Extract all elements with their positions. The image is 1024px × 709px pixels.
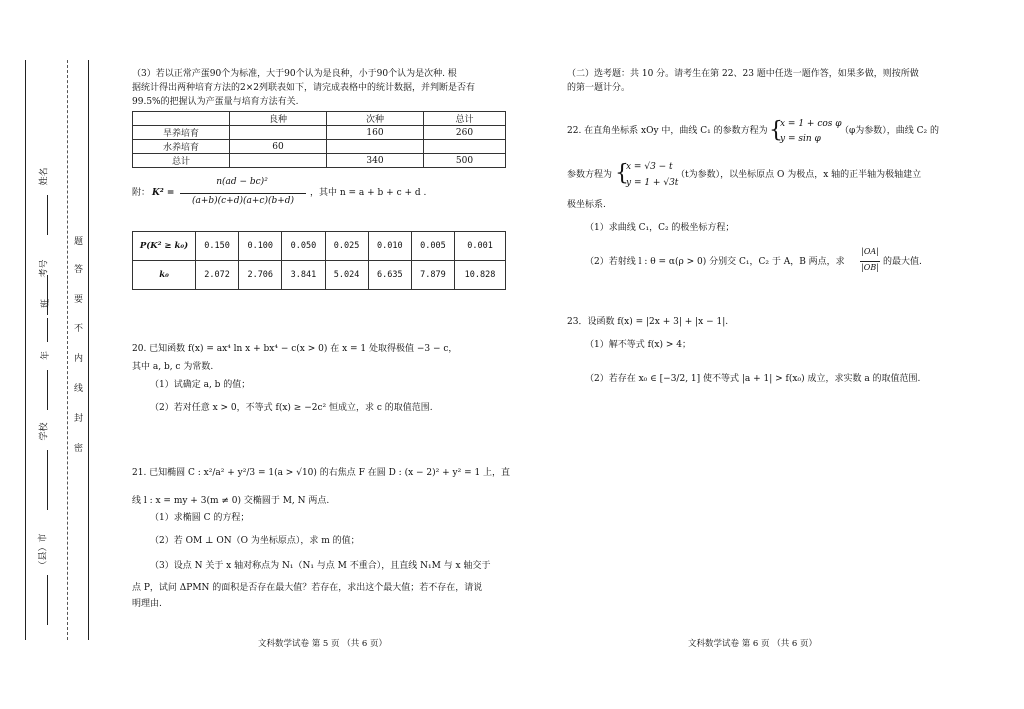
table-cell: 良种 [230, 112, 327, 126]
critical-value-table [132, 231, 506, 290]
table-row [133, 140, 506, 154]
table-cell: 340 [327, 154, 424, 168]
table-cell: 0.100 [239, 232, 282, 261]
table-cell: 0.150 [196, 232, 239, 261]
exam-no-label: 考号 [39, 259, 50, 278]
seal-char: 线 [74, 384, 84, 394]
table-cell: 0.001 [455, 232, 506, 261]
table-cell: 160 [327, 126, 424, 140]
table-cell: 5.024 [325, 261, 368, 290]
q23-line1: 23．设函数 f(x) = |2x + 3| + |x − 1|. [567, 317, 729, 327]
formula-suffix: ，其中 n = a + b + c + d . [310, 188, 427, 198]
table-cell: P(K² ≥ k₀) [133, 232, 196, 261]
left-brace: { [769, 118, 783, 143]
seal-char: 密 [74, 444, 84, 454]
q21-part1: （1）求椭圆 C 的方程； [150, 513, 250, 523]
contingency-table [132, 111, 506, 168]
q21-line1: 21. 已知椭圆 C : x²/a² + y²/3 = 1(a > √10) 的右焦点 F 在圆 D : (x − 2)² + y² = 1 上，直 [132, 468, 511, 478]
q22-line3: 极坐标系. [567, 200, 606, 210]
table-cell [133, 112, 230, 126]
ratio-fraction-bar [860, 261, 880, 262]
margin-line-inner [88, 60, 89, 640]
table-cell: 旱养培育 [133, 126, 230, 140]
school-fill-line [47, 450, 48, 510]
table-row [133, 126, 506, 140]
q19-3-line3: 99.5%的把握认为产蛋量与培育方法有关. [132, 97, 299, 107]
q21-part3-line2: 点 P，试问 ΔPMN 的面积是否存在最大值？若存在，求出这个最大值；若不存在，请说 [132, 583, 483, 593]
seal-char: 题 [74, 237, 84, 247]
exam-no-fill-line [47, 275, 48, 315]
q22-line2-suffix: （t为参数），以坐标原点 O 为极点，x 轴的正半轴为极轴建立 [676, 170, 922, 180]
table-cell: 60 [230, 140, 327, 154]
ratio-denominator: |OB| [861, 263, 879, 272]
city-fill-line [47, 575, 48, 625]
seal-char: 要 [74, 295, 84, 305]
table-cell [327, 140, 424, 154]
q21-part3-line3: 明理由. [132, 599, 162, 609]
seal-char: 封 [74, 414, 84, 424]
q22-line1-prefix: 22. 在直角坐标系 xOy 中，曲线 C₁ 的参数方程为 [567, 126, 768, 136]
c2-equation-x: x = √3 − t [626, 162, 673, 172]
q21-line2: 线 l : x = my + 3(m ≠ 0) 交椭圆于 M, N 两点. [132, 496, 330, 506]
table-cell: k₀ [133, 261, 196, 290]
table-cell: 500 [424, 154, 506, 168]
q19-3-line2: 据统计得出两种培育方法的2×2列联表如下，请完成表格中的统计数据，并判断是否有 [132, 83, 475, 93]
grade-label: 年 [41, 350, 52, 361]
margin-line-outer [25, 60, 26, 640]
grade-fill-line [47, 370, 48, 410]
q22-part1: （1）求曲线 C₁，C₂ 的极坐标方程； [585, 223, 735, 233]
table-cell: 260 [424, 126, 506, 140]
city-label: （县）市 [38, 533, 49, 570]
table-row [133, 112, 506, 126]
seal-char: 答 [74, 265, 84, 275]
q19-3-line1: （3）若以正常产蛋90个为标准，大于90个认为是良种，小于90个认为是次种. 根 [132, 69, 457, 79]
seal-dashed-line [67, 60, 68, 640]
q22-part2-prefix: （2）若射线 l : θ = α(ρ > 0) 分别交 C₁，C₂ 于 A，B 两点，求 [585, 257, 845, 267]
q22-line1-suffix: （φ为参数），曲线 C₂ 的 [840, 126, 940, 136]
q20-line2: 其中 a, b, c 为常数. [132, 362, 214, 372]
formula-denominator: (a+b)(c+d)(a+c)(b+d) [191, 196, 295, 206]
table-cell: 次种 [327, 112, 424, 126]
school-label: 学校 [39, 422, 50, 441]
table-cell [424, 140, 506, 154]
elective-line2: 的第一题计分。 [567, 83, 631, 93]
class-label: 班 [41, 298, 52, 309]
table-cell [230, 126, 327, 140]
formula-prefix: 附： [132, 188, 151, 198]
left-brace: { [615, 161, 629, 186]
q20-line1: 20. 已知函数 f(x) = ax⁴ ln x + bx⁴ − c(x > 0) 在 x = 1 处取得极值 −3 − c， [132, 344, 458, 354]
table-cell: 0.005 [411, 232, 454, 261]
class-fill-line [47, 318, 48, 342]
c1-equation-y: y = sin φ [780, 134, 821, 144]
table-cell: 0.025 [325, 232, 368, 261]
table-cell: 总计 [133, 154, 230, 168]
table-cell: 0.010 [368, 232, 411, 261]
q20-part1: （1）试确定 a, b 的值； [150, 380, 251, 390]
q21-part3-line1: （3）设点 N 关于 x 轴对称点为 N₁（N₁ 与点 M 不重合），且直线 N₁M 与 x 轴交于 [150, 561, 491, 571]
name-fill-line [47, 195, 48, 235]
table-cell [230, 154, 327, 168]
left-page-footer: 文科数学试卷 第 5 页 （共 6 页） [258, 639, 388, 649]
ratio-numerator: |OA| [861, 247, 879, 256]
q22-part2-suffix: 的最大值. [883, 257, 922, 267]
table-cell: 总计 [424, 112, 506, 126]
table-cell: 3.841 [282, 261, 325, 290]
name-label: 姓名 [39, 167, 50, 186]
q23-part1: （1）解不等式 f(x) > 4； [585, 340, 692, 350]
formula-fraction-bar [180, 193, 306, 194]
seal-char: 不 [74, 324, 84, 334]
table-row [133, 261, 506, 290]
seal-char: 内 [74, 354, 84, 364]
q21-part2: （2）若 OM ⊥ ON（O 为坐标原点），求 m 的值； [150, 536, 360, 546]
c2-equation-y: y = 1 + √3t [626, 178, 679, 188]
table-cell: 6.635 [368, 261, 411, 290]
table-row [133, 232, 506, 261]
q23-part2: （2）若存在 x₀ ∈ [−3/2, 1] 使不等式 |a + 1| > f(x₀) 成立，求实数 a 的取值范围. [585, 374, 921, 384]
table-cell: 10.828 [455, 261, 506, 290]
formula-k2: K² = [152, 188, 175, 198]
formula-numerator: n(ad − bc)² [216, 177, 268, 187]
q22-line2-prefix: 参数方程为 [567, 170, 613, 180]
elective-line1: （二）选考题：共 10 分。请考生在第 22、23 题中任选一题作答，如果多做，则按所做 [567, 69, 919, 79]
c1-equation-x: x = 1 + cos φ [780, 119, 842, 129]
table-cell: 水养培育 [133, 140, 230, 154]
table-row [133, 154, 506, 168]
q20-part2: （2）若对任意 x > 0，不等式 f(x) ≥ −2c² 恒成立，求 c 的取值范围. [150, 403, 433, 413]
table-cell: 7.879 [411, 261, 454, 290]
table-cell: 2.706 [239, 261, 282, 290]
table-cell: 0.050 [282, 232, 325, 261]
table-cell: 2.072 [196, 261, 239, 290]
right-page-footer: 文科数学试卷 第 6 页 （共 6 页） [688, 639, 818, 649]
